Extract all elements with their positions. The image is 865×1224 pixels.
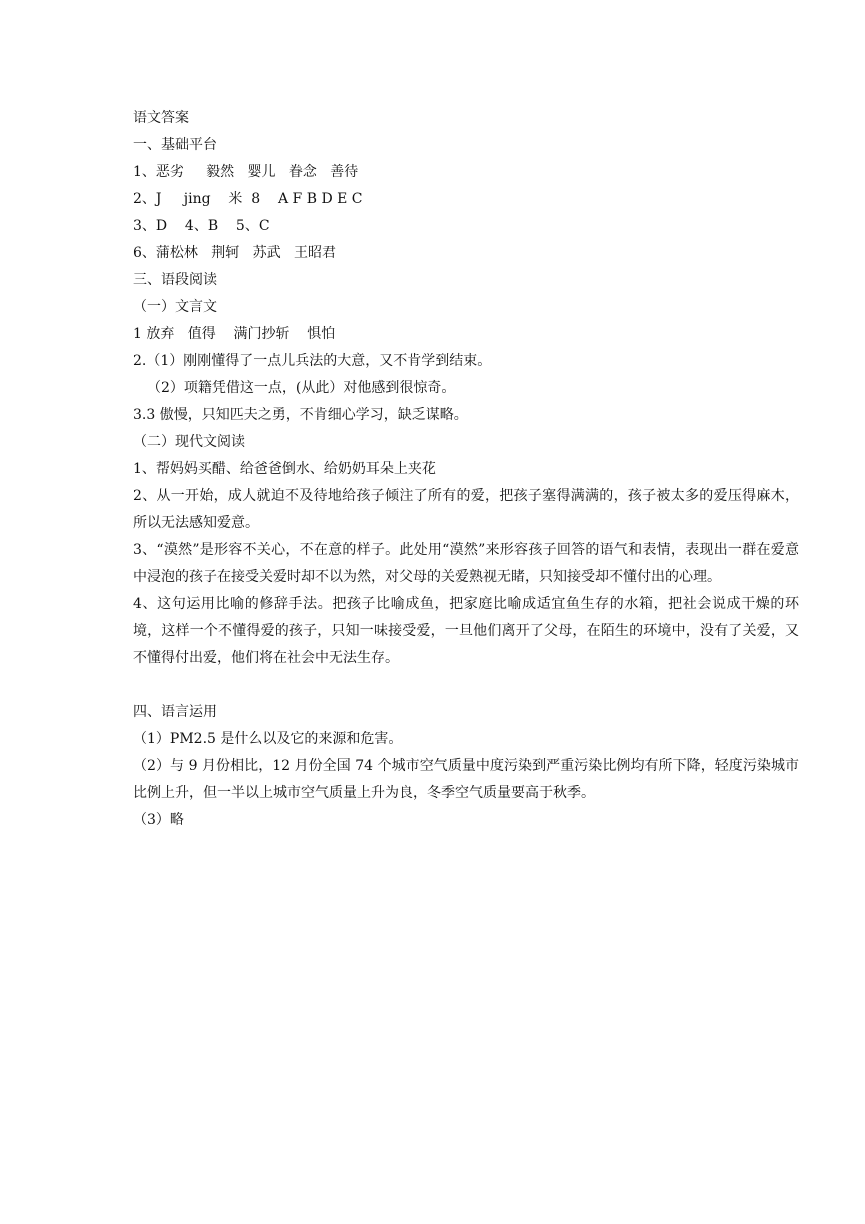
language-answer-1: （1）PM2.5 是什么以及它的来源和危害。 [133, 731, 403, 747]
section-4-heading: 四、语言运用 [133, 704, 217, 720]
modern-answer-3: 3、“漠然”是形容不关心，不在意的样子。此处用“漠然”来形容孩子回答的语气和表情，表现出一群在爱意中浸泡的孩子在接受关爱时却不以为然，对父母的关爱熟视无睹，只知接受却不懂付出的心理。 [133, 542, 799, 585]
section-1-answer-1: 1、恶劣 毅然 婴儿 眷念 善待 [133, 164, 359, 180]
modern-reading-heading: （二）现代文阅读 [133, 434, 245, 450]
document-title: 语文答案 [133, 110, 189, 126]
modern-answer-2: 2、从一开始，成人就迫不及待地给孩子倾注了所有的爱，把孩子塞得满满的，孩子被太多的爱压得麻木，所以无法感知爱意。 [133, 488, 799, 531]
section-1-answer-6: 6、蒲松林 荆轲 苏武 王昭君 [133, 245, 336, 261]
language-answer-2: （2）与 9 月份相比，12 月份全国 74 个城市空气质量中度污染到严重污染比例均有所下降，轻度污染城市比例上升，但一半以上城市空气质量上升为良，冬季空气质量要高于秋季。 [133, 758, 799, 801]
classical-answer-2-1: 2.（1）刚刚懂得了一点儿兵法的大意，又不肯学到结束。 [133, 353, 492, 369]
section-1-heading: 一、基础平台 [133, 137, 217, 153]
modern-answer-1: 1、帮妈妈买醋、给爸爸倒水、给奶奶耳朵上夹花 [133, 461, 436, 477]
modern-answer-4: 4、这句运用比喻的修辞手法。把孩子比喻成鱼，把家庭比喻成适宜鱼生存的水箱，把社会说成干燥的环境，这样一个不懂得爱的孩子，只知一味接受爱，一旦他们离开了父母，在陌生的环境中，没有了关爱，又不懂得付出爱，他们将在社会中无法生存。 [133, 596, 799, 666]
classical-answer-1: 1 放弃 值得 满门抄斩 惧怕 [133, 326, 336, 342]
blank-line [133, 672, 799, 699]
classical-answer-2-2: （2）项籍凭借这一点，(从此）对他感到很惊奇。 [147, 380, 456, 396]
answer-content [133, 105, 799, 834]
classical-chinese-heading: （一）文言文 [133, 299, 217, 315]
section-3-heading: 三、语段阅读 [133, 272, 217, 288]
section-1-answer-3-5: 3、D 4、B 5、C [133, 218, 270, 234]
language-answer-3: （3）略 [133, 812, 184, 828]
classical-answer-3: 3.3 傲慢，只知匹夫之勇，不肯细心学习，缺乏谋略。 [133, 407, 468, 423]
section-1-answer-2: 2、J jing 米 8 A F B D E C [133, 191, 363, 207]
